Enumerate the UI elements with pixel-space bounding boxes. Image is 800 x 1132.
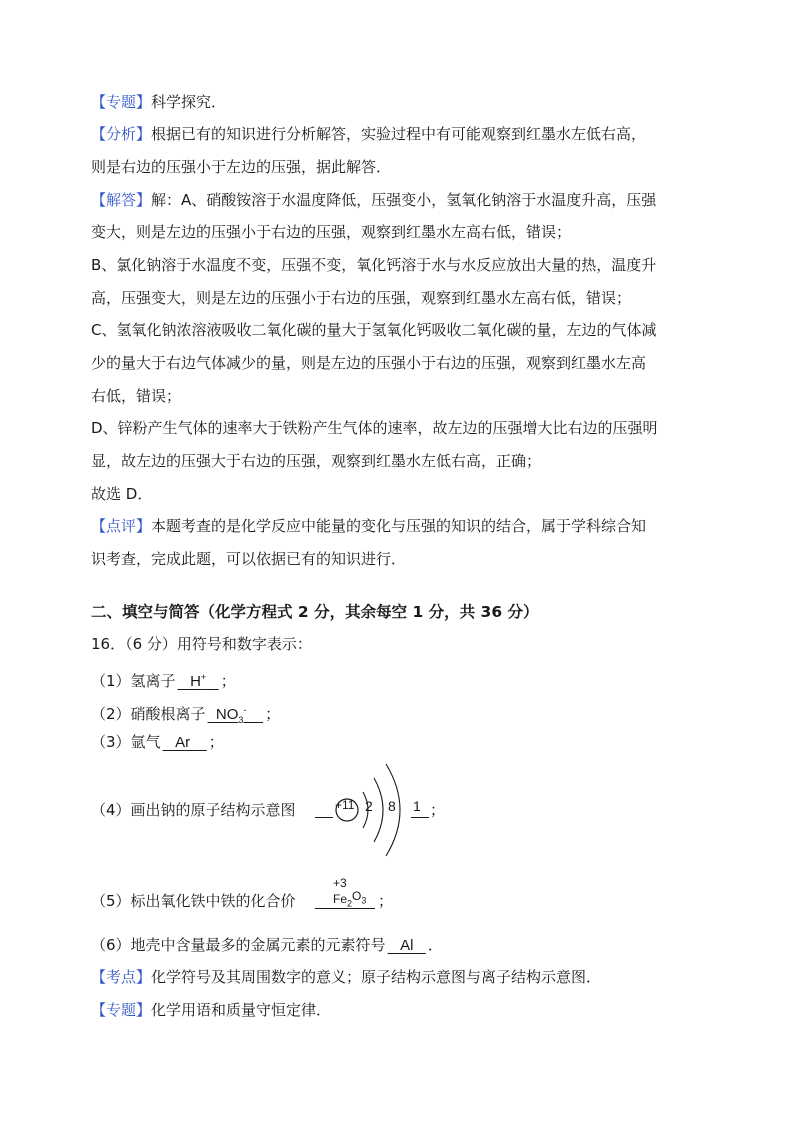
topic-tag: 【专题】 [91,93,152,111]
knowledge-point-text: 化学符号及其周围数字的意义；原子结构示意图与离子结构示意图． [151,968,602,986]
fe-subscript: 2 [347,898,353,909]
answer-subscript: 3 [238,715,244,725]
shell-2-electrons: 8 [388,798,396,814]
solution-text-1: 解：A、硝酸铵溶于水温度降低，压强变小，氢氧化钠溶于水温度升高，压强 [151,191,657,209]
o-subscript: 3 [361,895,367,906]
solution-line-1 [91,190,656,210]
option-c-line-1: C、氢氧化钠浓溶液吸收二氧化碳的量大于氢氧化钙吸收二氧化碳的量，左边的气体减 [91,321,657,339]
option-b-line-1: B、氯化钠溶于水温度不变，压强不变，氧化钙溶于水与水反应放出大量的热，温度升 [91,256,657,274]
option-c-line-2: 少的量大于右边气体减少的量，则是左边的压强小于右边的压强，观察到红墨水左高 [91,354,647,372]
o-text: O [352,889,362,903]
iron-symbol [333,892,352,908]
q16-stem: 16．（6 分）用符号和数字表示： [91,635,312,653]
section-title: 二、填空与简答（化学方程式 2 分，其余每空 1 分，共 36 分） [91,603,539,621]
analysis-text-1: 根据已有的知识进行分析解答，实验过程中有可能观察到红墨水左低右高， [151,125,647,143]
comment-tag: 【点评】 [91,517,152,535]
option-d-line-1: D、锌粉产生气体的速率大于铁粉产生气体的速率，故左边的压强增大比右边的压强明 [91,419,658,437]
answer-symbol: Al [400,937,414,954]
fe-text: Fe [333,892,348,906]
q16-part-6-label: （6）地壳中含量最多的金属元素的元素符号 [91,936,386,954]
q16-part-2-answer [206,700,266,730]
solution-line-2: 变大，则是左边的压强小于右边的压强，观察到红墨水左高右低，错误； [91,223,572,241]
shell-1-electrons: 2 [365,798,373,814]
blank-after-diagram [411,803,429,818]
analysis-line-2: 则是右边的压强小于左边的压强，据此解答． [91,158,392,176]
topic-text-2: 化学用语和质量守恒定律． [151,1001,332,1019]
q16-part-6 [91,935,443,956]
nucleus-charge: +11 [335,798,355,812]
q16-part-4 [91,800,296,820]
analysis-line-1 [91,124,646,144]
q16-part-1 [91,667,236,692]
comment-line-2: 识考查，完成此题，可以依据已有的知识进行． [91,550,407,568]
solution-tag: 【解答】 [91,191,152,209]
answer-charge: + [200,672,207,682]
punct: ； [265,705,281,723]
comment-line-1 [91,516,646,536]
oxygen-symbol [352,889,366,905]
electron-shell-2 [374,778,383,842]
answer-symbol: Ar [175,734,191,751]
option-c-line-3: 右低，错误； [91,387,182,405]
option-b-line-2: 高，压强变大，则是左边的压强小于右边的压强，观察到红墨水左高右低，错误； [91,289,632,307]
punct: ． [427,936,443,954]
punct: ； [430,801,446,819]
punct: ； [378,892,394,910]
answer-symbol: NO [215,706,239,723]
punct: ； [208,733,224,751]
shell-3-electrons: 1 [413,798,421,814]
topic-line [91,92,226,112]
q16-part-2 [91,700,280,730]
answer-choice: 故选 D． [91,485,153,503]
iron-valence: +3 [333,876,347,890]
topic-text: 科学探究． [151,93,227,111]
punct: ； [220,672,236,690]
knowledge-point-line [91,967,601,987]
answer-symbol: H [190,673,201,690]
q16-part-5 [91,891,296,911]
q16-part-3-label: （3）氩气 [91,733,161,751]
topic-line-2 [91,1000,331,1020]
q16-part-2-label: （2）硝酸根离子 [91,705,206,723]
comment-text-1: 本题考查的是化学反应中能量的变化与压强的知识的结合，属于学科综合知 [151,517,647,535]
topic-tag-2: 【专题】 [91,1001,152,1019]
q16-part-1-label: （1）氢离子 [91,672,176,690]
q16-part-3 [91,732,224,753]
q16-part-1-answer [176,667,221,692]
q16-part-4-label: （4）画出钠的原子结构示意图 [91,801,296,819]
q16-part-5-label: （5）标出氧化铁中铁的化合价 [91,892,296,910]
analysis-tag: 【分析】 [91,125,152,143]
q16-part-3-answer [161,733,209,753]
q16-part-6-answer [386,936,428,956]
answer-charge: - [243,705,247,715]
knowledge-point-tag: 【考点】 [91,968,152,986]
option-d-line-2: 显，故左边的压强大于右边的压强，观察到红墨水左低右高，正确； [91,452,542,470]
